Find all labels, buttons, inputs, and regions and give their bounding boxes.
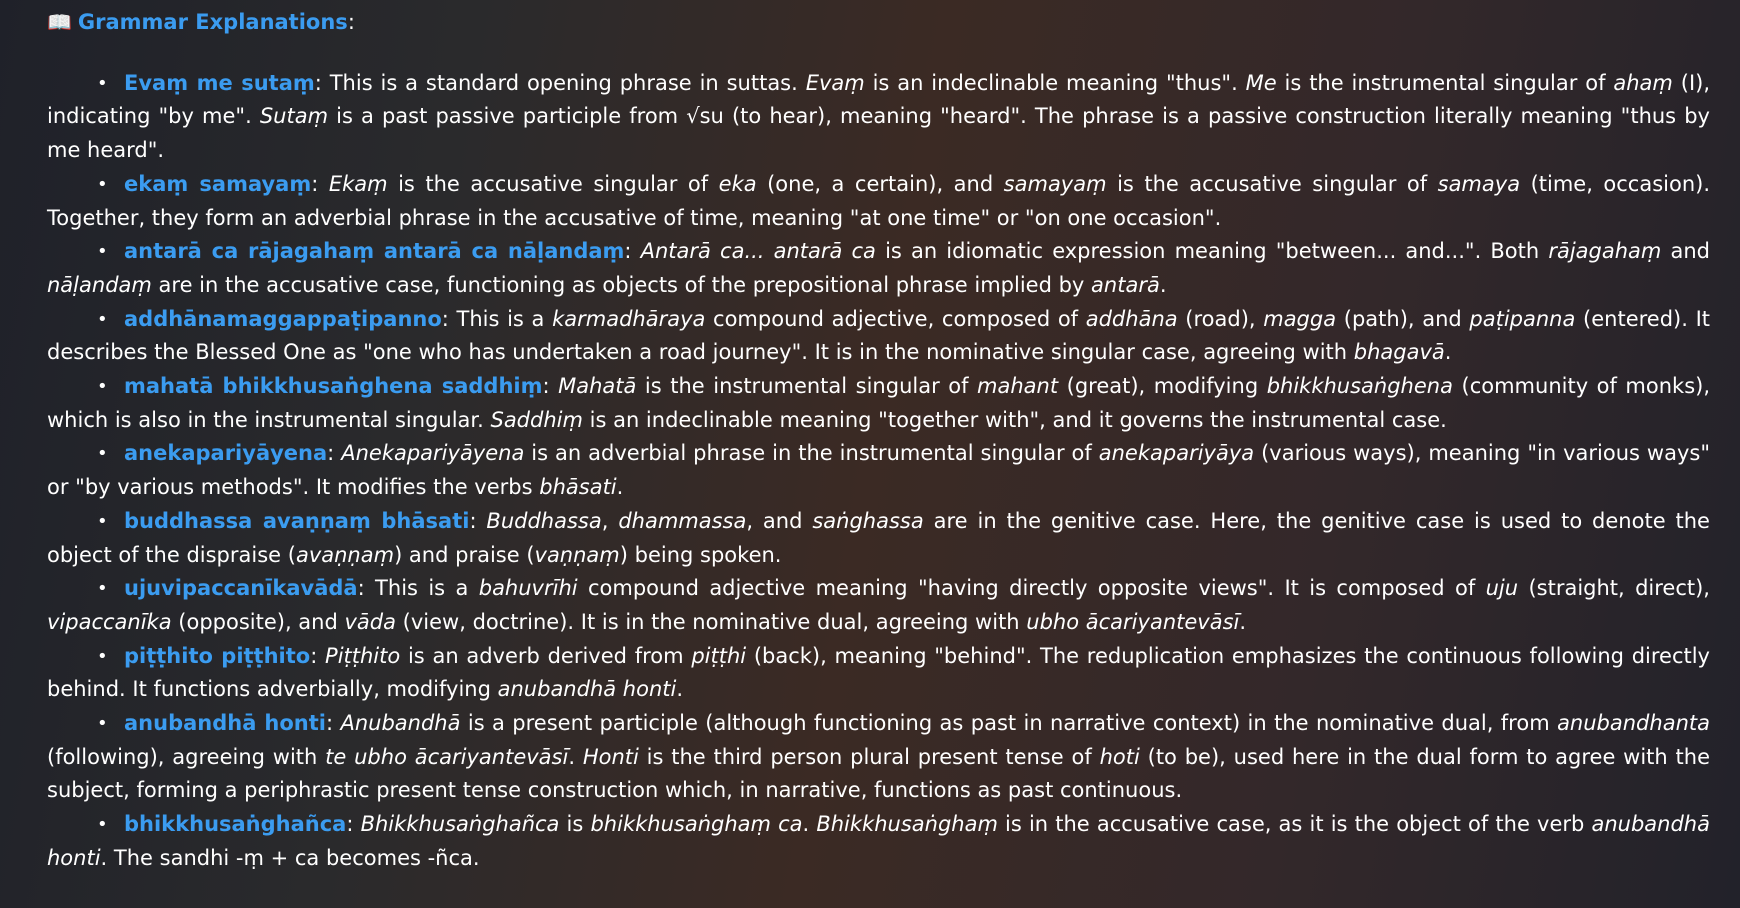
bullet-icon: •: [97, 443, 108, 465]
explanation-text: : This is a: [357, 576, 479, 601]
italic-term: Bhikkhusaṅghaṃ: [816, 812, 998, 837]
list-item: [47, 572, 1710, 639]
italic-term: ahaṃ: [1613, 70, 1673, 95]
heading-title: Grammar Explanations: [77, 10, 348, 34]
explanation-text: (following), agreeing with: [47, 744, 326, 769]
explanation-text: :: [310, 643, 326, 668]
explanation-text: .: [616, 475, 624, 500]
list-item: [47, 437, 1710, 504]
explanation-text: compound adjective meaning "having directly opposite views". It is composed of: [577, 576, 1486, 601]
heading-colon: :: [347, 10, 355, 34]
explanation-text: .: [1239, 609, 1247, 634]
pali-term: buddhassa avaṇṇaṃ bhāsati: [124, 508, 470, 533]
italic-term: te ubho ācariyantevāsī: [325, 744, 569, 769]
explanation-text: (path), and: [1336, 306, 1470, 331]
explanation-text: (opposite), and: [171, 609, 345, 634]
italic-term: rājagahaṃ: [1548, 239, 1662, 264]
italic-term: bhikkhusaṅghaṃ ca: [590, 812, 803, 837]
explanation-text: : This is a standard opening phrase in suttas.: [314, 70, 806, 95]
italic-term: dhammassa: [618, 508, 747, 533]
bullet-icon: •: [97, 645, 108, 667]
explanation-text: .: [568, 744, 583, 769]
pali-term: Evaṃ me sutaṃ: [124, 70, 315, 95]
explanation-text: (various ways), meaning "in various ways" or "by various methods". It modifies the verbs: [47, 441, 1711, 500]
italic-term: samayaṃ: [1003, 171, 1107, 196]
bullet-icon: •: [97, 173, 108, 195]
explanation-text: :: [346, 812, 361, 837]
explanation-text: (back), meaning "behind". The reduplication emphasizes the continuous following directly behind. It functions adverbially, modifying: [47, 643, 1710, 702]
explanation-text: :: [542, 374, 559, 399]
explanation-text: are in the genitive case. Here, the genitive case is used to denote the object of the dispraise (: [47, 508, 1710, 567]
italic-term: antarā: [1091, 272, 1160, 297]
italic-term: uju: [1485, 576, 1519, 601]
bullet-icon: •: [97, 376, 108, 398]
bullet-icon: •: [97, 578, 108, 600]
explanation-text: ,: [601, 508, 619, 533]
italic-term: bhikkhusaṅghena: [1266, 374, 1453, 399]
explanation-text: (I), indicating "by me".: [47, 70, 1711, 129]
explanation-text: is an indeclinable meaning "thus".: [864, 70, 1246, 95]
list-item: [47, 505, 1710, 572]
pali-term: mahatā bhikkhusaṅghena saddhiṃ: [124, 374, 543, 399]
explanation-text: (great), modifying: [1058, 374, 1267, 399]
explanation-text: is the accusative singular of: [1106, 171, 1438, 196]
explanation-text: :: [624, 239, 641, 264]
explanation-text: is the instrumental singular of: [1276, 70, 1614, 95]
explanation-text: :: [327, 441, 342, 466]
italic-term: Sutaṃ: [259, 104, 329, 129]
list-item: [47, 168, 1710, 235]
explanation-text: is an indeclinable meaning "together with", and it governs the instrumental case.: [582, 407, 1447, 432]
pali-term: piṭṭhito piṭṭhito: [124, 643, 311, 668]
book-icon: 📖: [47, 10, 72, 34]
italic-term: Saddhiṃ: [490, 407, 583, 432]
italic-term: anubandhanta: [1557, 711, 1710, 736]
explanation-text: and: [1661, 239, 1710, 264]
explanation-text: is an adverbial phrase in the instrumental singular of: [524, 441, 1099, 466]
section-heading: [47, 6, 1710, 40]
italic-term: samaya: [1437, 171, 1521, 196]
italic-term: Piṭṭhito: [325, 643, 401, 668]
bullet-icon: •: [97, 510, 108, 532]
explanation-list: [47, 67, 1710, 876]
italic-term: piṭṭhi: [691, 643, 747, 668]
italic-term: Mahatā: [558, 374, 637, 399]
pali-term: ujuvipaccanīkavādā: [124, 576, 358, 601]
pali-term: anubandhā honti: [124, 711, 326, 736]
bullet-icon: •: [97, 241, 108, 263]
italic-term: addhāna: [1085, 306, 1178, 331]
explanation-text: (one, a certain), and: [756, 171, 1004, 196]
italic-term: saṅghassa: [812, 508, 924, 533]
explanation-text: ) and praise (: [394, 542, 535, 567]
italic-term: avaṇṇaṃ: [295, 542, 395, 567]
explanation-text: (to be), used here in the dual form to agree with the subject, forming a periphrastic present tense construction which, in narrative, functions as past continuous.: [47, 744, 1711, 803]
pali-term: antarā ca rājagahaṃ antarā ca nāḷandaṃ: [124, 239, 625, 264]
italic-term: Ekaṃ: [328, 171, 388, 196]
list-item: [47, 370, 1710, 437]
explanation-text: (view, doctrine). It is in the nominative dual, agreeing with: [396, 609, 1027, 634]
explanation-text: .: [1444, 340, 1452, 365]
list-item: [47, 640, 1710, 707]
explanation-text: :: [469, 508, 487, 533]
bullet-icon: •: [97, 72, 108, 94]
explanation-text: (entered). It describes the Blessed One as "one who has undertaken a road journey". It is in the nominative singular case, agreeing with: [47, 306, 1710, 365]
italic-term: Bhikkhusaṅghañca: [360, 812, 560, 837]
explanation-text: (time, occasion). Together, they form an adverbial phrase in the accusative of time, meaning "at one time" or "on one occasion".: [47, 171, 1710, 230]
bullet-icon: •: [97, 308, 108, 330]
italic-term: eka: [718, 171, 757, 196]
italic-term: Buddhassa: [486, 508, 602, 533]
explanation-text: is the instrumental singular of: [636, 374, 978, 399]
italic-term: vāda: [344, 609, 396, 634]
italic-term: vipaccanīka: [47, 609, 172, 634]
explanation-text: is: [559, 812, 591, 837]
grammar-explanations-section: [47, 6, 1710, 876]
explanation-text: is a present participle (although functioning as past in narrative context) in the nominative dual, from: [460, 711, 1558, 736]
explanation-text: , and: [746, 508, 813, 533]
explanation-text: compound adjective, composed of: [705, 306, 1086, 331]
explanation-text: :: [325, 711, 341, 736]
italic-term: bhāsati: [539, 475, 617, 500]
explanation-text: (community of monks), which is also in the instrumental singular.: [47, 374, 1711, 432]
explanation-text: .: [1159, 272, 1167, 297]
italic-term: paṭipanna: [1469, 306, 1576, 331]
pali-term: bhikkhusaṅghañca: [124, 812, 347, 837]
italic-term: Evaṃ: [805, 70, 865, 95]
italic-term: Antarā ca... antarā ca: [640, 239, 876, 264]
italic-term: Honti: [582, 744, 639, 769]
list-item: [47, 303, 1710, 370]
explanation-text: .: [676, 677, 684, 702]
bullet-icon: •: [97, 814, 108, 836]
explanation-text: is the accusative singular of: [387, 171, 719, 196]
explanation-text: (road),: [1177, 306, 1264, 331]
explanation-text: (straight, direct),: [1518, 576, 1710, 601]
italic-term: anubandhā honti: [497, 677, 677, 702]
pali-term: anekapariyāyena: [124, 441, 328, 466]
italic-term: magga: [1263, 306, 1337, 331]
list-item: [47, 808, 1710, 875]
italic-term: Me: [1245, 70, 1277, 95]
italic-term: bahuvrīhi: [478, 576, 578, 601]
bullet-icon: •: [97, 713, 108, 735]
pali-term: ekaṃ samayaṃ: [124, 171, 312, 196]
explanation-text: : This is a: [441, 306, 553, 331]
italic-term: vaṇṇaṃ: [534, 542, 620, 567]
explanation-text: :: [311, 171, 329, 196]
list-item: [47, 707, 1710, 808]
italic-term: Anekapariyāyena: [341, 441, 525, 466]
pali-term: addhānamaggappaṭipanno: [124, 306, 442, 331]
explanation-text: . The sandhi -ṃ + ca becomes -ñca.: [100, 845, 480, 870]
explanation-text: ) being spoken.: [619, 542, 782, 567]
italic-term: hoti: [1099, 744, 1140, 769]
italic-term: bhagavā: [1353, 340, 1445, 365]
list-item: [47, 67, 1710, 168]
italic-term: ubho ācariyantevāsī: [1026, 609, 1240, 634]
explanation-text: are in the accusative case, functioning as objects of the prepositional phrase implied by: [151, 272, 1092, 297]
italic-term: nāḷandaṃ: [47, 272, 152, 297]
italic-term: anubandhā honti: [47, 812, 1710, 870]
explanation-text: is an adverb derived from: [400, 643, 692, 668]
explanation-text: is in the accusative case, as it is the object of the verb: [997, 812, 1592, 837]
italic-term: Anubandhā: [340, 711, 461, 736]
list-item: [47, 235, 1710, 302]
explanation-text: is an idiomatic expression meaning "between... and...". Both: [875, 239, 1549, 264]
explanation-text: is the third person plural present tense of: [638, 744, 1100, 769]
explanation-text: is a past passive participle from √su (to hear), meaning "heard". The phrase is a passive construction literally meaning "thus by me heard".: [47, 104, 1710, 163]
italic-term: mahant: [977, 374, 1059, 399]
italic-term: karmadhāraya: [552, 306, 706, 331]
italic-term: anekapariyāya: [1098, 441, 1255, 466]
explanation-text: .: [802, 812, 817, 837]
